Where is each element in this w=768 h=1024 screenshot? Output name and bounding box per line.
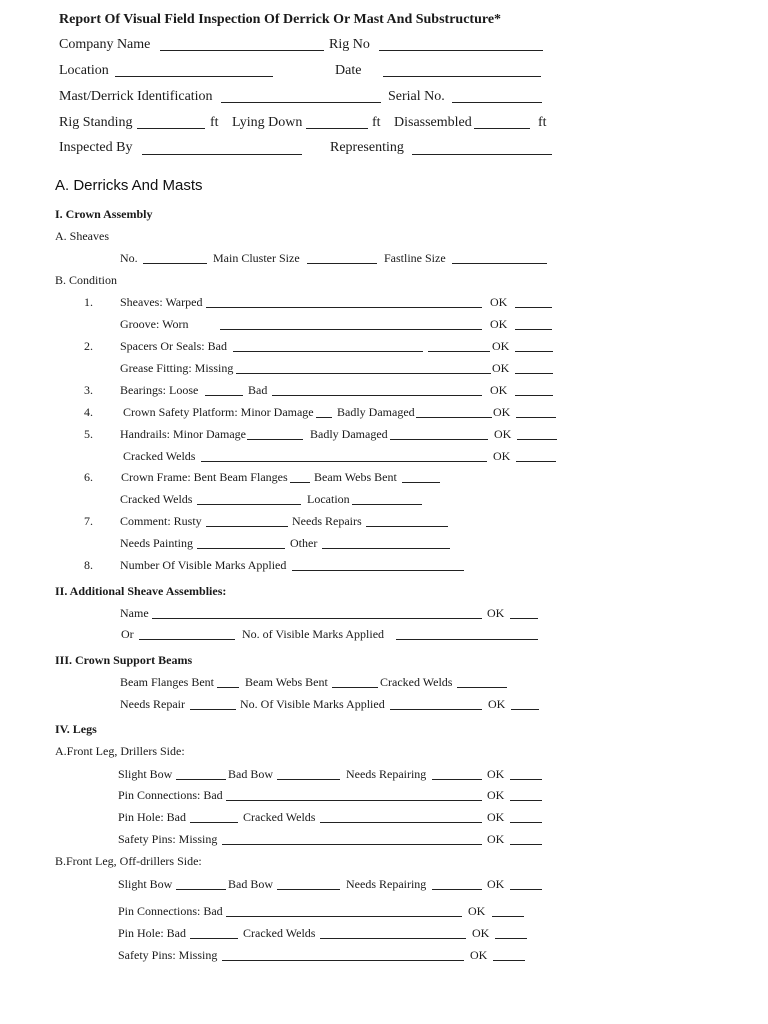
slight-bow-field[interactable]: [176, 889, 226, 890]
ok-label: OK: [487, 606, 505, 620]
mast-id-label: Mast/Derrick Identification: [59, 89, 213, 104]
date-field[interactable]: [383, 76, 541, 77]
ft-label-1: ft: [210, 115, 219, 130]
marks-label: No. of Visible Marks Applied: [242, 627, 385, 641]
sheaves-no-label: No.: [120, 251, 138, 265]
safety-platform-label: Crown Safety Platform: Minor Damage: [123, 405, 314, 419]
ok-label: OK: [494, 427, 512, 441]
item-number: 3.: [84, 383, 93, 397]
pin-hole-field[interactable]: [190, 822, 238, 823]
ok-label: OK: [490, 383, 508, 397]
ok-label: OK: [487, 788, 505, 802]
ok-field[interactable]: [515, 351, 553, 352]
representing-label: Representing: [330, 140, 404, 155]
pin-hole-label: Pin Hole: Bad: [118, 926, 186, 940]
rig-no-field[interactable]: [379, 50, 543, 51]
other-field[interactable]: [322, 548, 450, 549]
ok-field[interactable]: [515, 373, 553, 374]
ok-field[interactable]: [510, 779, 542, 780]
slight-bow-field[interactable]: [176, 779, 226, 780]
cracked-welds-field[interactable]: [201, 461, 487, 462]
slight-bow-label: Slight Bow: [118, 877, 173, 891]
serial-no-label: Serial No.: [388, 89, 445, 104]
ok-label: OK: [487, 810, 505, 824]
name-field[interactable]: [152, 618, 482, 619]
bearings-bad-label: Bad: [248, 383, 268, 397]
slight-bow-label: Slight Bow: [118, 767, 173, 781]
location-label: Location: [59, 63, 109, 78]
main-cluster-field[interactable]: [307, 263, 377, 264]
handrails-label: Handrails: Minor Damage: [120, 427, 246, 441]
marks-field[interactable]: [396, 639, 538, 640]
lying-down-field[interactable]: [306, 128, 368, 129]
item-number: 7.: [84, 514, 93, 528]
ok-field[interactable]: [510, 844, 542, 845]
pin-connections-field[interactable]: [226, 916, 462, 917]
safety-pins-field[interactable]: [222, 844, 482, 845]
ft-label-3: ft: [538, 115, 547, 130]
main-cluster-label: Main Cluster Size: [213, 251, 300, 265]
needs-painting-label: Needs Painting: [120, 536, 193, 550]
bad-bow-field[interactable]: [277, 889, 340, 890]
ok-field[interactable]: [515, 307, 552, 308]
grease-field[interactable]: [236, 373, 491, 374]
ok-label: OK: [487, 767, 505, 781]
item-number: 5.: [84, 427, 93, 441]
bearings-loose-label: Bearings: Loose: [120, 383, 199, 397]
groove-worn-field[interactable]: [220, 329, 482, 330]
needs-painting-field[interactable]: [197, 548, 285, 549]
front-drillers-label: A.Front Leg, Drillers Side:: [55, 744, 185, 758]
item-number: 2.: [84, 339, 93, 353]
minor-damage-field[interactable]: [316, 417, 332, 418]
ok-label: OK: [493, 405, 511, 419]
spacers-field-2[interactable]: [428, 351, 490, 352]
badly-damaged-label: Badly Damaged: [310, 427, 388, 441]
report-title: Report Of Visual Field Inspection Of Derrick Or Mast And Substructure*: [59, 12, 502, 27]
cracked-welds-label: Cracked Welds: [243, 926, 316, 940]
pin-connections-label: Pin Connections: Bad: [118, 788, 223, 802]
comment-rusty-field[interactable]: [206, 526, 288, 527]
beam-webs-bent-label: Beam Webs Bent: [314, 470, 397, 484]
inspected-by-label: Inspected By: [59, 140, 133, 155]
company-name-field[interactable]: [160, 50, 324, 51]
item-number: 8.: [84, 558, 93, 572]
ok-label: OK: [492, 361, 510, 375]
item-number: 4.: [84, 405, 93, 419]
ok-field[interactable]: [515, 329, 552, 330]
pin-connections-label: Pin Connections: Bad: [118, 904, 223, 918]
condition-label: B. Condition: [55, 273, 118, 287]
pin-hole-label: Pin Hole: Bad: [118, 810, 186, 824]
or-field[interactable]: [139, 639, 235, 640]
disassembled-label: Disassembled: [394, 115, 472, 130]
ok-label: OK: [488, 697, 506, 711]
name-label: Name: [120, 606, 149, 620]
cracked-welds-field[interactable]: [320, 938, 466, 939]
bad-bow-label: Bad Bow: [228, 767, 273, 781]
ft-label-2: ft: [372, 115, 381, 130]
bad-bow-field[interactable]: [277, 779, 340, 780]
ok-label: OK: [492, 339, 510, 353]
cracked-welds-label: Cracked Welds: [120, 492, 193, 506]
crown-frame-label: Crown Frame: Bent Beam Flanges: [121, 470, 288, 484]
ok-label: OK: [490, 295, 508, 309]
needs-repairs-field[interactable]: [366, 526, 448, 527]
crown-support-heading: III. Crown Support Beams: [55, 653, 193, 667]
flanges-bent-label: Beam Flanges Bent: [120, 675, 214, 689]
handrails-minor-field[interactable]: [247, 439, 303, 440]
section-a-title: A. Derricks And Masts: [55, 177, 203, 194]
beam-webs-bent-field[interactable]: [402, 482, 440, 483]
crown-assembly-heading: I. Crown Assembly: [55, 207, 153, 221]
webs-bent-field[interactable]: [332, 687, 378, 688]
bent-flanges-field[interactable]: [290, 482, 310, 483]
bad-bow-label: Bad Bow: [228, 877, 273, 891]
ok-label: OK: [472, 926, 490, 940]
ok-field[interactable]: [492, 916, 524, 917]
serial-no-field[interactable]: [452, 102, 542, 103]
bearings-loose-field[interactable]: [205, 395, 243, 396]
location-field-2[interactable]: [352, 504, 422, 505]
cracked-welds-field[interactable]: [320, 822, 482, 823]
front-off-drillers-label: B.Front Leg, Off-drillers Side:: [55, 854, 202, 868]
ok-label: OK: [490, 317, 508, 331]
ok-field[interactable]: [517, 439, 557, 440]
company-name-label: Company Name: [59, 37, 151, 52]
fastline-field[interactable]: [452, 263, 547, 264]
cracked-welds-label: Cracked Welds: [123, 449, 196, 463]
needs-repair-field[interactable]: [190, 709, 236, 710]
rig-standing-label: Rig Standing: [59, 115, 133, 130]
safety-pins-label: Safety Pins: Missing: [118, 832, 218, 846]
rig-no-label: Rig No: [329, 37, 370, 52]
bearings-bad-field[interactable]: [272, 395, 482, 396]
representing-field[interactable]: [412, 154, 552, 155]
ok-label: OK: [468, 904, 486, 918]
date-label: Date: [335, 63, 362, 78]
mast-id-field[interactable]: [221, 102, 381, 103]
badly-damaged-field[interactable]: [416, 417, 492, 418]
spacers-field[interactable]: [233, 351, 423, 352]
rig-standing-field[interactable]: [137, 128, 205, 129]
marks-label: No. Of Visible Marks Applied: [240, 697, 385, 711]
other-label: Other: [290, 536, 318, 550]
grease-label: Grease Fitting: Missing: [120, 361, 234, 375]
webs-bent-label: Beam Webs Bent: [245, 675, 328, 689]
ok-field[interactable]: [495, 938, 527, 939]
ok-field[interactable]: [510, 889, 542, 890]
handrails-badly-field[interactable]: [390, 439, 488, 440]
marks-field[interactable]: [390, 709, 482, 710]
ok-label: OK: [493, 449, 511, 463]
badly-damaged-label: Badly Damaged: [337, 405, 415, 419]
cracked-welds-field[interactable]: [197, 504, 301, 505]
location-label-2: Location: [307, 492, 350, 506]
ok-label: OK: [487, 877, 505, 891]
ok-field[interactable]: [516, 461, 556, 462]
flanges-bent-field[interactable]: [217, 687, 239, 688]
ok-field[interactable]: [510, 822, 542, 823]
inspected-by-field[interactable]: [142, 154, 302, 155]
cracked-welds-label: Cracked Welds: [243, 810, 316, 824]
sheaves-no-field[interactable]: [143, 263, 207, 264]
needs-repairing-label: Needs Repairing: [346, 767, 427, 781]
visible-marks-label: Number Of Visible Marks Applied: [120, 558, 287, 572]
pin-hole-field[interactable]: [190, 938, 238, 939]
ok-field[interactable]: [516, 417, 556, 418]
pin-connections-field[interactable]: [226, 800, 482, 801]
spacers-label: Spacers Or Seals: Bad: [120, 339, 227, 353]
item-number: 1.: [84, 295, 93, 309]
ok-field[interactable]: [511, 709, 539, 710]
ok-field[interactable]: [515, 395, 553, 396]
cracked-welds-label: Cracked Welds: [380, 675, 453, 689]
location-field[interactable]: [115, 76, 273, 77]
ok-field[interactable]: [510, 618, 538, 619]
item-number: 6.: [84, 470, 93, 484]
ok-label: OK: [487, 832, 505, 846]
sheaves-label: A. Sheaves: [55, 229, 109, 243]
needs-repair-label: Needs Repair: [120, 697, 185, 711]
groove-worn-label: Groove: Worn: [120, 317, 189, 331]
ok-field[interactable]: [510, 800, 542, 801]
lying-down-label: Lying Down: [232, 115, 303, 130]
or-label: Or: [121, 627, 134, 641]
safety-pins-label: Safety Pins: Missing: [118, 948, 218, 962]
needs-repairs-label: Needs Repairs: [292, 514, 362, 528]
sheaves-warped-label: Sheaves: Warped: [120, 295, 203, 309]
legs-heading: IV. Legs: [55, 722, 97, 736]
disassembled-field[interactable]: [474, 128, 530, 129]
needs-repairing-label: Needs Repairing: [346, 877, 427, 891]
additional-sheave-heading: II. Additional Sheave Assemblies:: [55, 584, 227, 598]
ok-field[interactable]: [493, 960, 525, 961]
visible-marks-field[interactable]: [292, 570, 464, 571]
comment-rusty-label: Comment: Rusty: [120, 514, 202, 528]
fastline-label: Fastline Size: [384, 251, 446, 265]
needs-repairing-field[interactable]: [432, 779, 482, 780]
safety-pins-field[interactable]: [222, 960, 464, 961]
cracked-welds-field[interactable]: [457, 687, 507, 688]
ok-label: OK: [470, 948, 488, 962]
sheaves-warped-field[interactable]: [206, 307, 482, 308]
needs-repairing-field[interactable]: [432, 889, 482, 890]
